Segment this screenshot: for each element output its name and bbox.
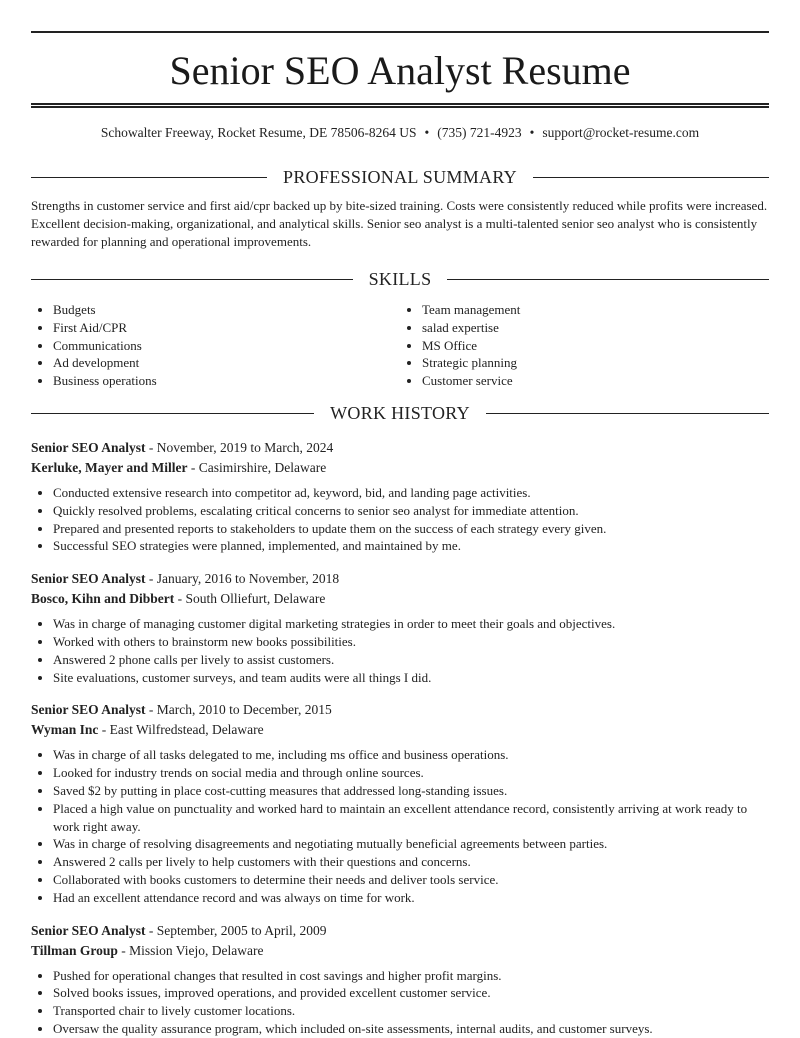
summary-text: Strengths in customer service and first aid/cpr backed up by bite-sized training. Costs were consistently reduced while profits were increased. Excellent decision-making, organizational, and analytical skills. Senior seo analyst is a multi-talented senior seo analyst who is consistently rewarded for planning and operational improvements. [31, 198, 768, 249]
skills-column-right [400, 301, 769, 390]
job-bullets [31, 967, 769, 1038]
job-company-line: Kerluke, Mayer and Miller - Casimirshire, Delaware [31, 459, 327, 475]
list-item: • Prepared and presented reports to stakeholders to update them on the success of each strategy every given. [53, 520, 769, 538]
job-location: Mission Viejo, Delaware [129, 942, 264, 958]
list-item: • Quickly resolved problems, escalating critical concerns to senior seo analyst for immediate attention. [53, 502, 769, 520]
divider [533, 177, 769, 178]
list-item: • Was in charge of managing customer digital marketing strategies in order to meet their goals and objectives. [53, 615, 769, 633]
work-history-list [31, 438, 769, 1038]
list-item: • Communications [53, 337, 400, 355]
separator: • [529, 125, 535, 140]
job-title: Senior SEO Analyst [31, 702, 146, 718]
list-item: • MS Office [422, 337, 769, 355]
list-item: • Oversaw the quality assurance program, which included on-site assessments, internal audits, and customer surveys. [53, 1020, 769, 1038]
job-title-line: Senior SEO Analyst - January, 2016 to November, 2018 [31, 571, 340, 587]
list-item: • Transported chair to lively customer locations. [53, 1002, 769, 1020]
contact-email: support@rocket-resume.com [542, 125, 700, 140]
job-company-line: Tillman Group - Mission Viejo, Delaware [31, 942, 264, 958]
job-company: Bosco, Kihn and Dibbert [31, 591, 175, 607]
list-item: • Pushed for operational changes that resulted in cost savings and higher profit margins. [53, 967, 769, 985]
job-company-line: Wyman Inc - East Wilfredstead, Delaware [31, 722, 264, 738]
job-company-line: Bosco, Kihn and Dibbert - South Olliefurt, Delaware [31, 591, 326, 607]
list-item: • First Aid/CPR [53, 319, 400, 337]
job-company: Kerluke, Mayer and Miller [31, 459, 188, 475]
job-title-line: Senior SEO Analyst - September, 2005 to April, 2009 [31, 922, 327, 938]
job-entry [31, 700, 769, 906]
job-company: Wyman Inc [31, 722, 99, 738]
list-item: • Collaborated with books customers to determine their needs and deliver tools service. [53, 871, 769, 889]
job-title: Senior SEO Analyst [31, 922, 146, 938]
list-item: • Strategic planning [422, 354, 769, 372]
list-item: • Answered 2 calls per lively to help customers with their questions and concerns. [53, 853, 769, 871]
heading-text: PROFESSIONAL SUMMARY [283, 166, 517, 187]
job-bullets [31, 746, 769, 906]
contact-info [31, 125, 769, 145]
list-item: • Placed a high value on punctuality and worked hard to maintain an excellent attendance record, consistently arriving at work ready to work right away. [53, 800, 769, 836]
skills-list [31, 301, 769, 390]
divider [447, 279, 769, 280]
job-bullets [31, 484, 769, 555]
job-dates: March, 2010 to December, 2015 [156, 702, 332, 718]
divider [31, 177, 267, 178]
top-divider [31, 31, 769, 33]
list-item: • Customer service [422, 372, 769, 390]
job-dates: November, 2019 to March, 2024 [156, 439, 334, 455]
job-bullets [31, 615, 769, 686]
section-heading-work-history [31, 402, 769, 426]
list-item: • Conducted extensive research into competitor ad, keyword, bid, and landing page activities. [53, 484, 769, 502]
job-company: Tillman Group [31, 942, 118, 958]
contact-phone: (735) 721-4923 [437, 125, 522, 140]
list-item: • Solved books issues, improved operations, and provided excellent customer service. [53, 984, 769, 1002]
list-item: • Successful SEO strategies were planned, implemented, and maintained by me. [53, 537, 769, 555]
heading-text: WORK HISTORY [330, 403, 470, 424]
job-title-line: Senior SEO Analyst - March, 2010 to December, 2015 [31, 702, 332, 718]
list-item: • Worked with others to brainstorm new books possibilities. [53, 633, 769, 651]
job-entry [31, 438, 769, 555]
job-title: Senior SEO Analyst [31, 439, 146, 455]
list-item: • Had an excellent attendance record and was always on time for work. [53, 889, 769, 907]
divider [31, 413, 314, 414]
list-item: • Ad development [53, 354, 400, 372]
list-item: • Team management [422, 301, 769, 319]
list-item: • Answered 2 phone calls per lively to assist customers. [53, 651, 769, 669]
list-item: • Site evaluations, customer surveys, and team audits were all things I did. [53, 669, 769, 687]
skills-column-left [31, 301, 400, 390]
contact-address: Schowalter Freeway, Rocket Resume, DE 78506-8264 US [100, 125, 417, 140]
list-item: • Was in charge of resolving disagreements and negotiating mutually beneficial agreements between parties. [53, 835, 769, 853]
job-title-line: Senior SEO Analyst - November, 2019 to March, 2024 [31, 439, 334, 455]
title-double-divider [31, 103, 769, 108]
list-item: • Was in charge of all tasks delegated to me, including ms office and business operations. [53, 746, 769, 764]
list-item: • salad expertise [422, 319, 769, 337]
section-heading-skills [31, 267, 769, 291]
job-location: East Wilfredstead, Delaware [109, 722, 264, 738]
job-dates: September, 2005 to April, 2009 [156, 922, 327, 938]
resume-title: Senior SEO Analyst Resume [169, 48, 631, 93]
heading-text: SKILLS [368, 268, 432, 289]
section-heading-summary [31, 165, 769, 189]
divider [486, 413, 769, 414]
divider [31, 279, 353, 280]
job-entry [31, 569, 769, 686]
job-entry [31, 921, 769, 1038]
job-title: Senior SEO Analyst [31, 571, 146, 587]
job-dates: January, 2016 to November, 2018 [156, 571, 340, 587]
job-location: Casimirshire, Delaware [198, 459, 327, 475]
list-item: • Budgets [53, 301, 400, 319]
separator: • [424, 125, 430, 140]
list-item: • Saved $2 by putting in place cost-cutting measures that addressed long-standing issues. [53, 782, 769, 800]
list-item: • Looked for industry trends on social media and through online sources. [53, 764, 769, 782]
list-item: • Business operations [53, 372, 400, 390]
job-location: South Olliefurt, Delaware [185, 591, 326, 607]
